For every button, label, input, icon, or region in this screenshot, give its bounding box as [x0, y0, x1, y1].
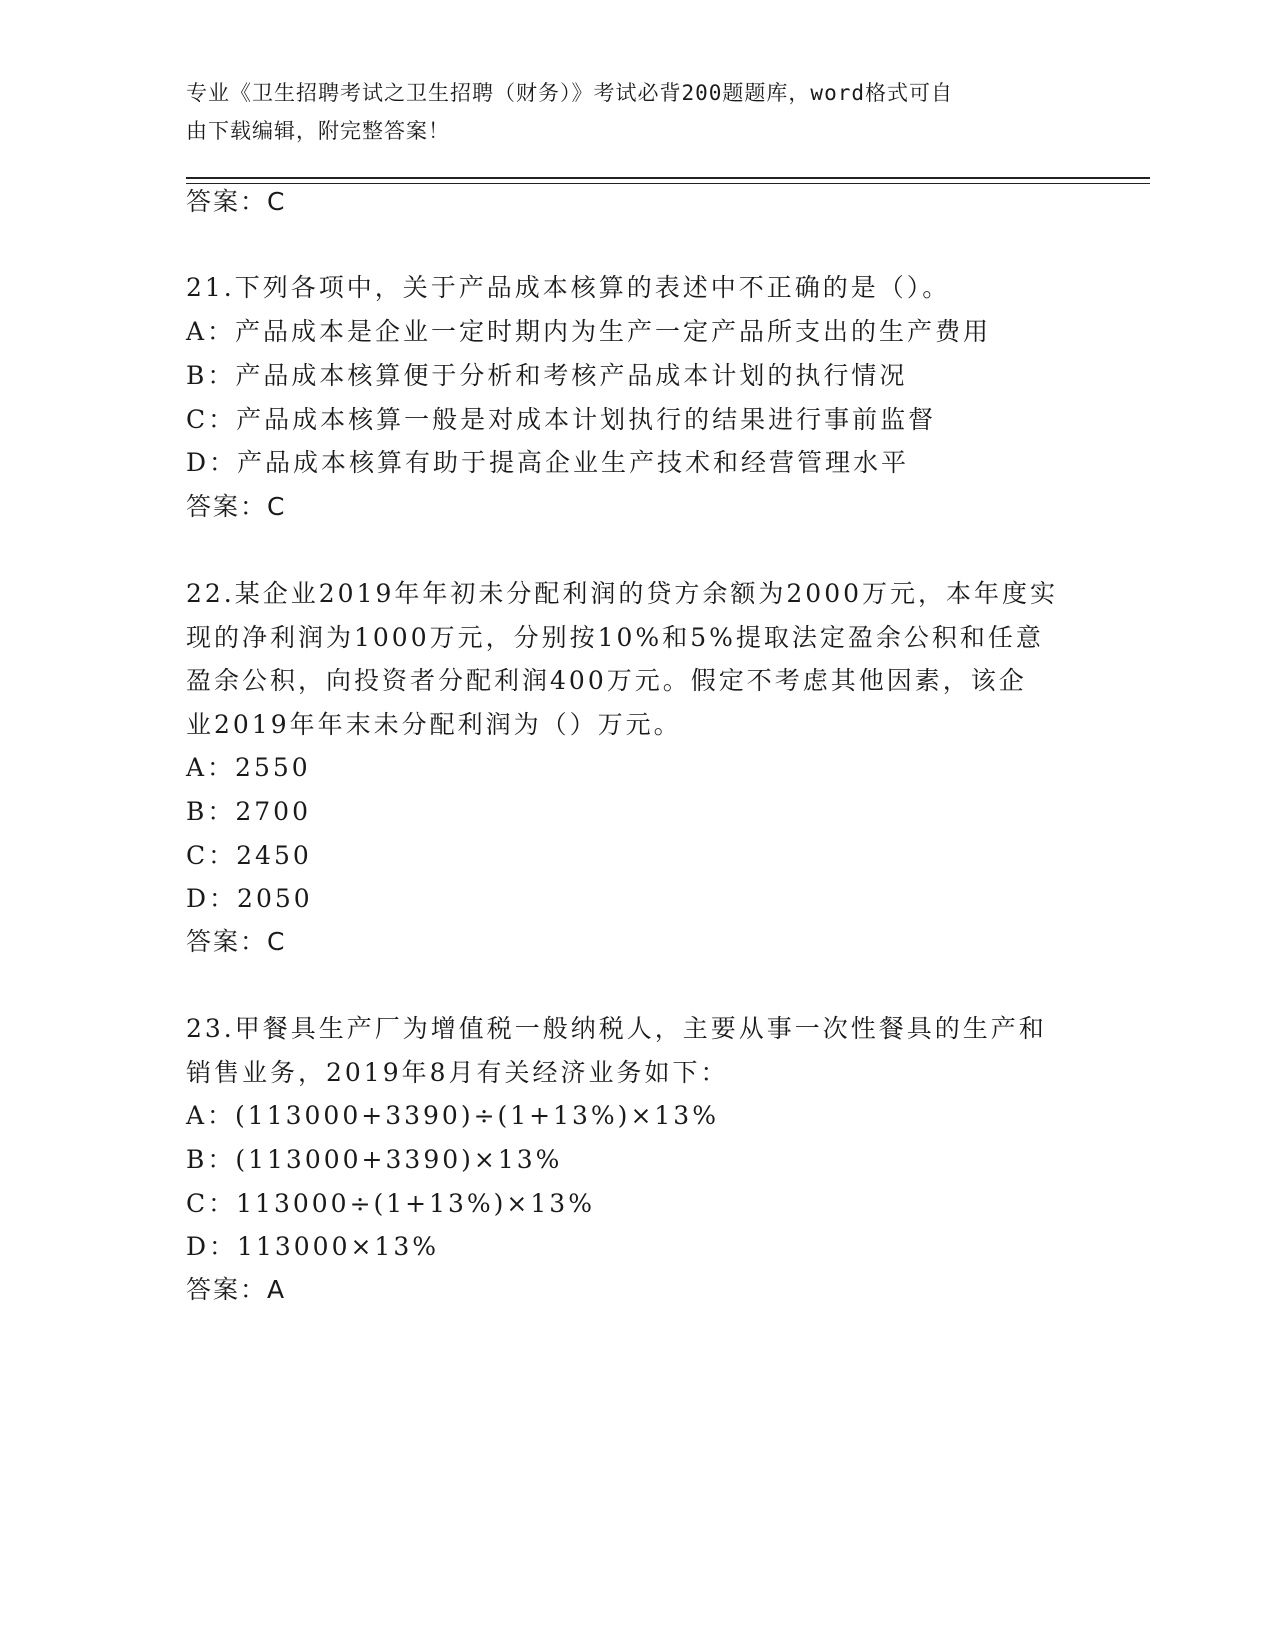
q21-option-a: A：产品成本是企业一定时期内为生产一定产品所支出的生产费用: [186, 317, 992, 346]
q22-question-line-2: 现的净利润为1000万元，分别按10%和5%提取法定盈余公积和任意: [186, 623, 1044, 652]
q22-question-line-1: 22.某企业2019年年初未分配利润的贷方余额为2000万元，本年度实: [186, 579, 1059, 608]
q23-option-a: A：(113000+3390)÷(1+13%)×13%: [186, 1101, 719, 1130]
q21-answer: 答案：C: [186, 492, 287, 521]
q22-question-line-3: 盈余公积，向投资者分配利润400万元。假定不考虑其他因素，该企: [186, 666, 1027, 695]
q23-option-b: B：(113000+3390)×13%: [186, 1145, 563, 1174]
q22-option-c: C：2450: [186, 841, 312, 870]
answer-prev: 答案：C: [186, 187, 287, 216]
q22-answer: 答案：C: [186, 927, 287, 956]
q23-option-c: C：113000÷(1+13%)×13%: [186, 1189, 595, 1218]
q21-option-c: C：产品成本核算一般是对成本计划执行的结果进行事前监督: [186, 405, 937, 434]
q23-option-d: D：113000×13%: [186, 1232, 439, 1261]
header-line-1: 专业《卫生招聘考试之卫生招聘（财务）》考试必背200题题库，word格式可自: [186, 81, 953, 105]
header-divider-thick: [186, 177, 1150, 179]
q21-question: 21.下列各项中，关于产品成本核算的表述中不正确的是（）。: [186, 273, 951, 302]
q23-answer: 答案：A: [186, 1275, 287, 1304]
q23-question-line-2: 销售业务，2019年8月有关经济业务如下：: [186, 1058, 729, 1087]
q23-question-line-1: 23.甲餐具生产厂为增值税一般纳税人，主要从事一次性餐具的生产和: [186, 1014, 1047, 1043]
header-line-2: 由下载编辑，附完整答案！: [186, 119, 450, 143]
document-header: [186, 74, 1066, 150]
q21-option-b: B：产品成本核算便于分析和考核产品成本计划的执行情况: [186, 361, 908, 390]
q22-option-a: A：2550: [186, 753, 311, 782]
q22-question-line-4: 业2019年年末未分配利润为（）万元。: [186, 710, 682, 739]
header-divider-thin: [186, 183, 1150, 184]
q22-option-d: D：2050: [186, 884, 313, 913]
q22-option-b: B：2700: [186, 797, 311, 826]
q21-option-d: D：产品成本核算有助于提高企业生产技术和经营管理水平: [186, 448, 910, 477]
